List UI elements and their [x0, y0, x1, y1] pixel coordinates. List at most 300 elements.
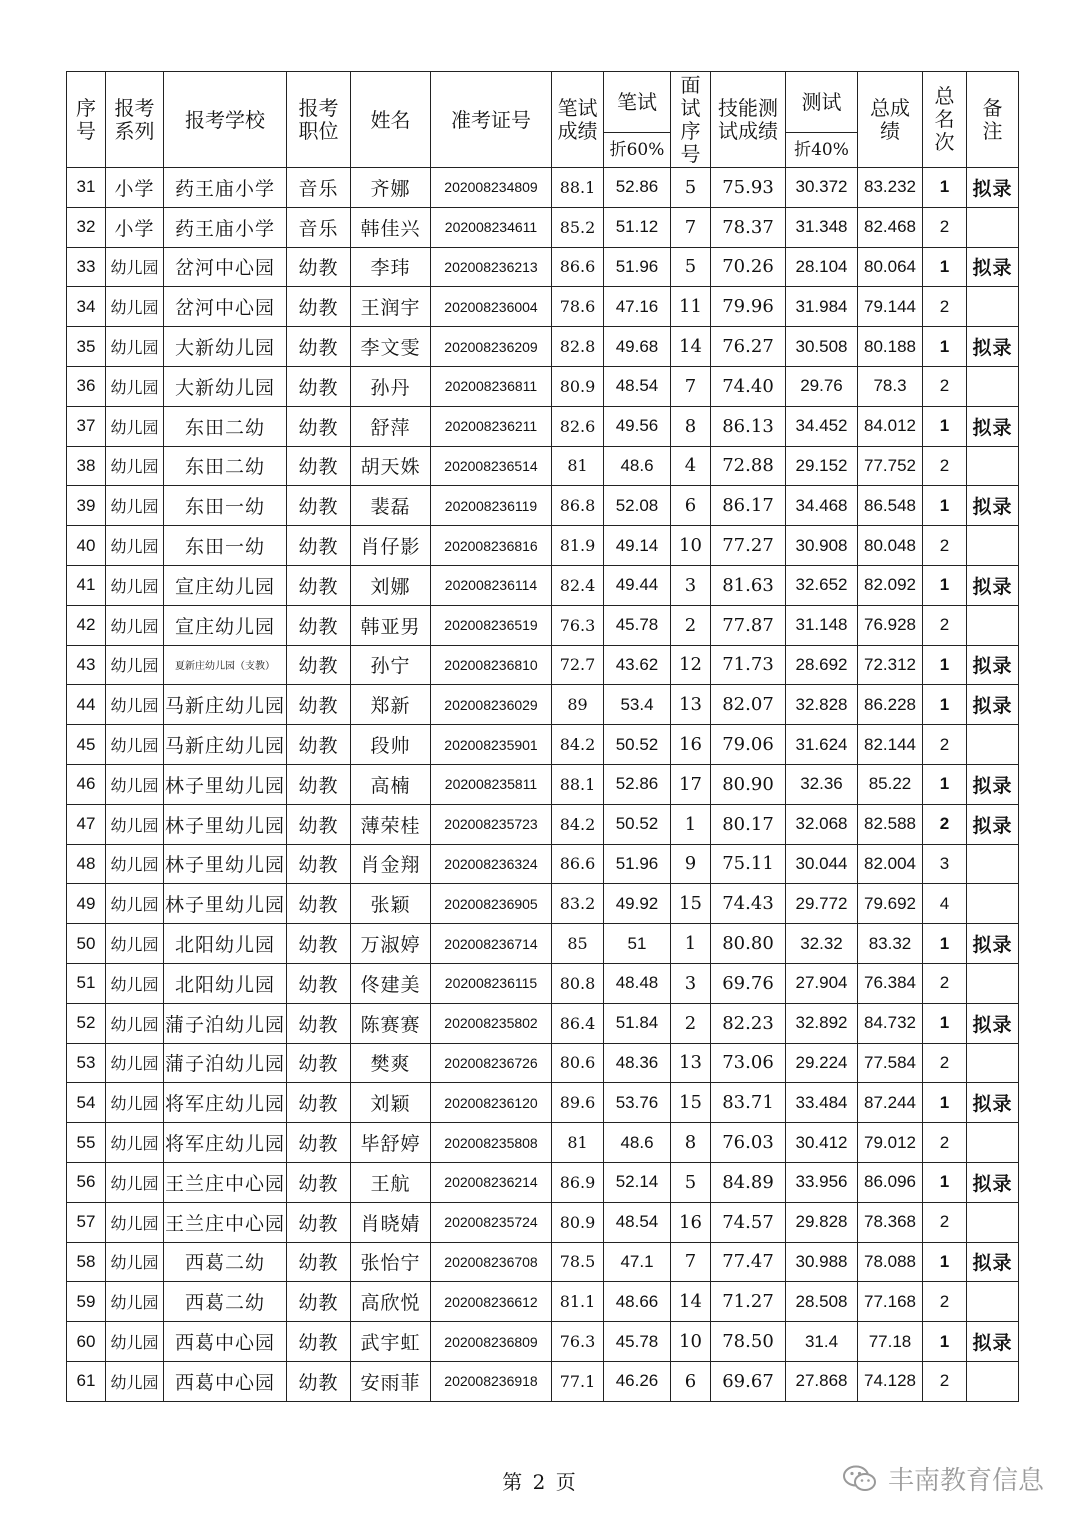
cell-remark: 拟录 [967, 1003, 1019, 1043]
cell-written-60: 52.86 [604, 764, 671, 804]
cell-position: 幼教 [287, 1202, 351, 1242]
cell-skill-score: 73.06 [711, 1043, 786, 1083]
cell-skill-score: 74.57 [711, 1202, 786, 1242]
table-row [67, 247, 1019, 287]
cell-school: 林子里幼儿园 [164, 764, 287, 804]
cell-remark [967, 287, 1019, 327]
cell-total: 87.244 [858, 1083, 923, 1123]
cell-remark: 拟录 [967, 764, 1019, 804]
cell-remark [967, 446, 1019, 486]
cell-written-score: 76.3 [552, 605, 604, 645]
cell-total: 74.128 [858, 1361, 923, 1401]
cell-school: 北阳幼儿园 [164, 963, 287, 1003]
cell-written-60: 48.6 [604, 446, 671, 486]
cell-total: 82.092 [858, 565, 923, 605]
cell-name: 肖金翔 [351, 844, 431, 884]
cell-position: 音乐 [287, 168, 351, 208]
table-row [67, 844, 1019, 884]
cell-exam-id: 202008236816 [431, 526, 552, 566]
cell-written-score: 80.9 [552, 1202, 604, 1242]
cell-name: 肖晓婧 [351, 1202, 431, 1242]
cell-system: 幼儿园 [106, 844, 164, 884]
cell-remark: 拟录 [967, 486, 1019, 526]
cell-written-score: 81 [552, 446, 604, 486]
cell-rank: 2 [923, 207, 967, 247]
cell-exam-id: 202008236119 [431, 486, 552, 526]
cell-school: 蒲子泊幼儿园 [164, 1003, 287, 1043]
cell-position: 幼教 [287, 1361, 351, 1401]
cell-remark: 拟录 [967, 406, 1019, 446]
cell-seq: 60 [67, 1322, 106, 1362]
cell-written-60: 46.26 [604, 1361, 671, 1401]
cell-system: 幼儿园 [106, 1123, 164, 1163]
cell-total: 77.584 [858, 1043, 923, 1083]
cell-total: 86.228 [858, 685, 923, 725]
cell-total: 86.548 [858, 486, 923, 526]
cell-interview-order: 8 [671, 1123, 711, 1163]
cell-system: 幼儿园 [106, 685, 164, 725]
cell-written-score: 80.8 [552, 963, 604, 1003]
table-row [67, 963, 1019, 1003]
cell-interview-order: 7 [671, 1242, 711, 1282]
cell-system: 小学 [106, 168, 164, 208]
cell-written-60: 52.08 [604, 486, 671, 526]
cell-position: 幼教 [287, 725, 351, 765]
cell-test-40: 32.652 [786, 565, 858, 605]
table-row [67, 207, 1019, 247]
cell-seq: 51 [67, 963, 106, 1003]
cell-seq: 58 [67, 1242, 106, 1282]
cell-rank: 2 [923, 1202, 967, 1242]
cell-system: 幼儿园 [106, 924, 164, 964]
cell-position: 幼教 [287, 1322, 351, 1362]
cell-written-60: 48.66 [604, 1282, 671, 1322]
cell-rank: 2 [923, 605, 967, 645]
cell-interview-order: 6 [671, 486, 711, 526]
cell-position: 幼教 [287, 486, 351, 526]
cell-seq: 57 [67, 1202, 106, 1242]
cell-seq: 39 [67, 486, 106, 526]
cell-seq: 54 [67, 1083, 106, 1123]
cell-exam-id: 202008236905 [431, 884, 552, 924]
cell-exam-id: 202008236029 [431, 685, 552, 725]
cell-written-score: 72.7 [552, 645, 604, 685]
cell-remark: 拟录 [967, 565, 1019, 605]
cell-system: 幼儿园 [106, 1242, 164, 1282]
cell-total: 86.096 [858, 1162, 923, 1202]
cell-test-40: 29.828 [786, 1202, 858, 1242]
cell-interview-order: 11 [671, 287, 711, 327]
cell-exam-id: 202008235724 [431, 1202, 552, 1242]
cell-system: 幼儿园 [106, 1083, 164, 1123]
cell-name: 樊爽 [351, 1043, 431, 1083]
cell-rank: 1 [923, 645, 967, 685]
cell-position: 幼教 [287, 884, 351, 924]
cell-skill-score: 77.87 [711, 605, 786, 645]
cell-exam-id: 202008236612 [431, 1282, 552, 1322]
cell-interview-order: 2 [671, 1003, 711, 1043]
cell-system: 幼儿园 [106, 725, 164, 765]
cell-system: 幼儿园 [106, 526, 164, 566]
cell-written-60: 49.14 [604, 526, 671, 566]
header-position: 报考职位 [287, 72, 351, 168]
cell-name: 齐娜 [351, 168, 431, 208]
cell-position: 音乐 [287, 207, 351, 247]
table-row [67, 1083, 1019, 1123]
cell-written-score: 80.6 [552, 1043, 604, 1083]
cell-test-40: 30.372 [786, 168, 858, 208]
cell-rank: 2 [923, 366, 967, 406]
table-row [67, 1202, 1019, 1242]
cell-school: 西葛二幼 [164, 1242, 287, 1282]
cell-written-60: 48.36 [604, 1043, 671, 1083]
cell-system: 小学 [106, 207, 164, 247]
cell-total: 76.384 [858, 963, 923, 1003]
cell-name: 佟建美 [351, 963, 431, 1003]
header-interview-order: 面试序号 [671, 72, 711, 168]
cell-total: 80.064 [858, 247, 923, 287]
cell-remark [967, 963, 1019, 1003]
cell-name: 郑新 [351, 685, 431, 725]
cell-test-40: 31.148 [786, 605, 858, 645]
cell-total: 84.012 [858, 406, 923, 446]
cell-written-60: 43.62 [604, 645, 671, 685]
cell-remark [967, 844, 1019, 884]
cell-school: 北阳幼儿园 [164, 924, 287, 964]
cell-school: 将军庄幼儿园 [164, 1083, 287, 1123]
cell-skill-score: 76.27 [711, 327, 786, 367]
cell-exam-id: 202008236714 [431, 924, 552, 964]
cell-school: 马新庄幼儿园 [164, 725, 287, 765]
cell-interview-order: 5 [671, 1162, 711, 1202]
cell-exam-id: 202008236114 [431, 565, 552, 605]
cell-skill-score: 75.93 [711, 168, 786, 208]
cell-school: 将军庄幼儿园 [164, 1123, 287, 1163]
cell-written-score: 80.9 [552, 366, 604, 406]
cell-skill-score: 79.06 [711, 725, 786, 765]
cell-position: 幼教 [287, 565, 351, 605]
cell-skill-score: 70.26 [711, 247, 786, 287]
cell-name: 胡天姝 [351, 446, 431, 486]
cell-total: 82.004 [858, 844, 923, 884]
table-row [67, 446, 1019, 486]
cell-system: 幼儿园 [106, 804, 164, 844]
cell-total: 85.22 [858, 764, 923, 804]
cell-name: 张颖 [351, 884, 431, 924]
cell-seq: 52 [67, 1003, 106, 1043]
cell-remark [967, 884, 1019, 924]
cell-written-score: 77.1 [552, 1361, 604, 1401]
cell-seq: 31 [67, 168, 106, 208]
cell-system: 幼儿园 [106, 287, 164, 327]
header-system: 报考系列 [106, 72, 164, 168]
cell-total: 82.468 [858, 207, 923, 247]
cell-position: 幼教 [287, 924, 351, 964]
cell-rank: 4 [923, 884, 967, 924]
cell-written-score: 84.2 [552, 804, 604, 844]
cell-test-40: 28.508 [786, 1282, 858, 1322]
table-row [67, 287, 1019, 327]
cell-rank: 2 [923, 287, 967, 327]
cell-skill-score: 74.43 [711, 884, 786, 924]
cell-position: 幼教 [287, 963, 351, 1003]
cell-written-score: 78.6 [552, 287, 604, 327]
cell-school: 东田一幼 [164, 486, 287, 526]
cell-remark: 拟录 [967, 685, 1019, 725]
cell-written-score: 78.5 [552, 1242, 604, 1282]
cell-skill-score: 86.13 [711, 406, 786, 446]
table-row [67, 605, 1019, 645]
cell-exam-id: 202008235723 [431, 804, 552, 844]
cell-seq: 42 [67, 605, 106, 645]
header-written-pct: 折60% [604, 133, 671, 168]
cell-exam-id: 202008236120 [431, 1083, 552, 1123]
header-name: 姓名 [351, 72, 431, 168]
cell-rank: 2 [923, 963, 967, 1003]
cell-written-score: 89 [552, 685, 604, 725]
cell-skill-score: 72.88 [711, 446, 786, 486]
header-total: 总成绩 [858, 72, 923, 168]
cell-test-40: 34.468 [786, 486, 858, 526]
cell-seq: 38 [67, 446, 106, 486]
cell-interview-order: 15 [671, 884, 711, 924]
cell-position: 幼教 [287, 1083, 351, 1123]
cell-exam-id: 202008236213 [431, 247, 552, 287]
cell-seq: 50 [67, 924, 106, 964]
cell-remark [967, 1282, 1019, 1322]
cell-seq: 59 [67, 1282, 106, 1322]
cell-name: 李文雯 [351, 327, 431, 367]
cell-total: 83.32 [858, 924, 923, 964]
cell-name: 李玮 [351, 247, 431, 287]
cell-written-60: 51.96 [604, 844, 671, 884]
cell-seq: 36 [67, 366, 106, 406]
cell-school: 东田一幼 [164, 526, 287, 566]
cell-rank: 1 [923, 924, 967, 964]
cell-test-40: 33.484 [786, 1083, 858, 1123]
cell-position: 幼教 [287, 844, 351, 884]
header-remark: 备注 [967, 72, 1019, 168]
cell-interview-order: 12 [671, 645, 711, 685]
cell-skill-score: 83.71 [711, 1083, 786, 1123]
cell-written-score: 81.9 [552, 526, 604, 566]
cell-seq: 40 [67, 526, 106, 566]
cell-test-40: 31.984 [786, 287, 858, 327]
cell-test-40: 32.892 [786, 1003, 858, 1043]
cell-name: 刘颖 [351, 1083, 431, 1123]
cell-total: 80.048 [858, 526, 923, 566]
cell-rank: 2 [923, 1361, 967, 1401]
cell-written-60: 51.96 [604, 247, 671, 287]
cell-written-60: 48.54 [604, 366, 671, 406]
cell-exam-id: 202008235811 [431, 764, 552, 804]
cell-exam-id: 202008236918 [431, 1361, 552, 1401]
cell-test-40: 32.36 [786, 764, 858, 804]
cell-school: 药王庙小学 [164, 168, 287, 208]
cell-total: 77.18 [858, 1322, 923, 1362]
cell-rank: 1 [923, 168, 967, 208]
cell-exam-id: 202008236115 [431, 963, 552, 1003]
cell-interview-order: 15 [671, 1083, 711, 1123]
cell-exam-id: 202008236209 [431, 327, 552, 367]
cell-exam-id: 202008235901 [431, 725, 552, 765]
cell-written-score: 88.1 [552, 168, 604, 208]
cell-position: 幼教 [287, 406, 351, 446]
header-rank: 总名次 [923, 72, 967, 168]
cell-position: 幼教 [287, 645, 351, 685]
cell-school: 西葛二幼 [164, 1282, 287, 1322]
cell-written-60: 45.78 [604, 1322, 671, 1362]
cell-exam-id: 202008235802 [431, 1003, 552, 1043]
table-row [67, 804, 1019, 844]
cell-rank: 1 [923, 327, 967, 367]
cell-school: 林子里幼儿园 [164, 844, 287, 884]
cell-rank: 1 [923, 247, 967, 287]
cell-remark: 拟录 [967, 804, 1019, 844]
cell-total: 79.692 [858, 884, 923, 924]
table-row [67, 1123, 1019, 1163]
cell-seq: 49 [67, 884, 106, 924]
cell-interview-order: 1 [671, 804, 711, 844]
cell-written-60: 52.14 [604, 1162, 671, 1202]
cell-exam-id: 202008236708 [431, 1242, 552, 1282]
cell-school: 大新幼儿园 [164, 366, 287, 406]
cell-remark: 拟录 [967, 1162, 1019, 1202]
score-rows [67, 168, 1019, 1402]
cell-skill-score: 80.17 [711, 804, 786, 844]
cell-seq: 44 [67, 685, 106, 725]
cell-school: 王兰庄中心园 [164, 1202, 287, 1242]
cell-interview-order: 3 [671, 565, 711, 605]
cell-name: 张怡宁 [351, 1242, 431, 1282]
cell-test-40: 30.044 [786, 844, 858, 884]
score-table [66, 71, 1019, 1402]
cell-written-score: 81.1 [552, 1282, 604, 1322]
cell-written-60: 48.54 [604, 1202, 671, 1242]
table-row [67, 1242, 1019, 1282]
cell-school: 宣庄幼儿园 [164, 565, 287, 605]
cell-school: 岔河中心园 [164, 287, 287, 327]
table-row [67, 924, 1019, 964]
cell-skill-score: 84.89 [711, 1162, 786, 1202]
table-row [67, 1322, 1019, 1362]
cell-name: 裴磊 [351, 486, 431, 526]
cell-seq: 53 [67, 1043, 106, 1083]
cell-exam-id: 202008234611 [431, 207, 552, 247]
cell-name: 肖仔影 [351, 526, 431, 566]
cell-name: 王润宇 [351, 287, 431, 327]
cell-skill-score: 71.73 [711, 645, 786, 685]
cell-interview-order: 5 [671, 247, 711, 287]
cell-exam-id: 202008234809 [431, 168, 552, 208]
table-row [67, 327, 1019, 367]
cell-skill-score: 82.23 [711, 1003, 786, 1043]
cell-remark [967, 1361, 1019, 1401]
cell-remark [967, 366, 1019, 406]
cell-seq: 46 [67, 764, 106, 804]
cell-rank: 1 [923, 565, 967, 605]
cell-written-score: 84.2 [552, 725, 604, 765]
cell-written-60: 49.92 [604, 884, 671, 924]
cell-written-score: 88.1 [552, 764, 604, 804]
cell-interview-order: 16 [671, 1202, 711, 1242]
cell-position: 幼教 [287, 804, 351, 844]
cell-exam-id: 202008236519 [431, 605, 552, 645]
cell-written-score: 86.6 [552, 247, 604, 287]
cell-total: 77.168 [858, 1282, 923, 1322]
header-test-pct: 折40% [786, 133, 858, 168]
cell-written-score: 85 [552, 924, 604, 964]
cell-test-40: 29.152 [786, 446, 858, 486]
cell-position: 幼教 [287, 287, 351, 327]
cell-system: 幼儿园 [106, 247, 164, 287]
cell-interview-order: 14 [671, 1282, 711, 1322]
cell-remark: 拟录 [967, 168, 1019, 208]
cell-position: 幼教 [287, 446, 351, 486]
header-test: 测试 [786, 72, 858, 133]
cell-seq: 33 [67, 247, 106, 287]
cell-name: 高楠 [351, 764, 431, 804]
cell-written-60: 45.78 [604, 605, 671, 645]
cell-test-40: 31.4 [786, 1322, 858, 1362]
cell-remark: 拟录 [967, 1083, 1019, 1123]
cell-skill-score: 75.11 [711, 844, 786, 884]
cell-test-40: 29.772 [786, 884, 858, 924]
cell-written-60: 47.16 [604, 287, 671, 327]
cell-written-60: 51 [604, 924, 671, 964]
cell-seq: 34 [67, 287, 106, 327]
cell-written-score: 81 [552, 1123, 604, 1163]
cell-system: 幼儿园 [106, 486, 164, 526]
score-sheet [66, 71, 1018, 1402]
cell-skill-score: 74.40 [711, 366, 786, 406]
header-seq: 序号 [67, 72, 106, 168]
cell-name: 高欣悦 [351, 1282, 431, 1322]
cell-test-40: 29.224 [786, 1043, 858, 1083]
cell-test-40: 31.348 [786, 207, 858, 247]
cell-name: 韩亚男 [351, 605, 431, 645]
cell-interview-order: 2 [671, 605, 711, 645]
cell-name: 万淑婷 [351, 924, 431, 964]
cell-position: 幼教 [287, 1282, 351, 1322]
cell-rank: 1 [923, 486, 967, 526]
cell-test-40: 30.412 [786, 1123, 858, 1163]
cell-system: 幼儿园 [106, 1202, 164, 1242]
cell-written-60: 49.44 [604, 565, 671, 605]
cell-skill-score: 69.67 [711, 1361, 786, 1401]
cell-test-40: 34.452 [786, 406, 858, 446]
cell-rank: 1 [923, 1003, 967, 1043]
cell-interview-order: 6 [671, 1361, 711, 1401]
cell-school: 夏新庄幼儿园（支教） [164, 645, 287, 685]
cell-system: 幼儿园 [106, 884, 164, 924]
table-row [67, 406, 1019, 446]
cell-system: 幼儿园 [106, 446, 164, 486]
cell-written-60: 53.4 [604, 685, 671, 725]
cell-skill-score: 78.50 [711, 1322, 786, 1362]
cell-test-40: 33.956 [786, 1162, 858, 1202]
cell-seq: 43 [67, 645, 106, 685]
cell-system: 幼儿园 [106, 963, 164, 1003]
cell-skill-score: 81.63 [711, 565, 786, 605]
cell-rank: 1 [923, 1242, 967, 1282]
cell-name: 孙宁 [351, 645, 431, 685]
cell-interview-order: 9 [671, 844, 711, 884]
cell-school: 西葛中心园 [164, 1361, 287, 1401]
cell-name: 毕舒婷 [351, 1123, 431, 1163]
cell-test-40: 32.32 [786, 924, 858, 964]
cell-written-score: 86.4 [552, 1003, 604, 1043]
